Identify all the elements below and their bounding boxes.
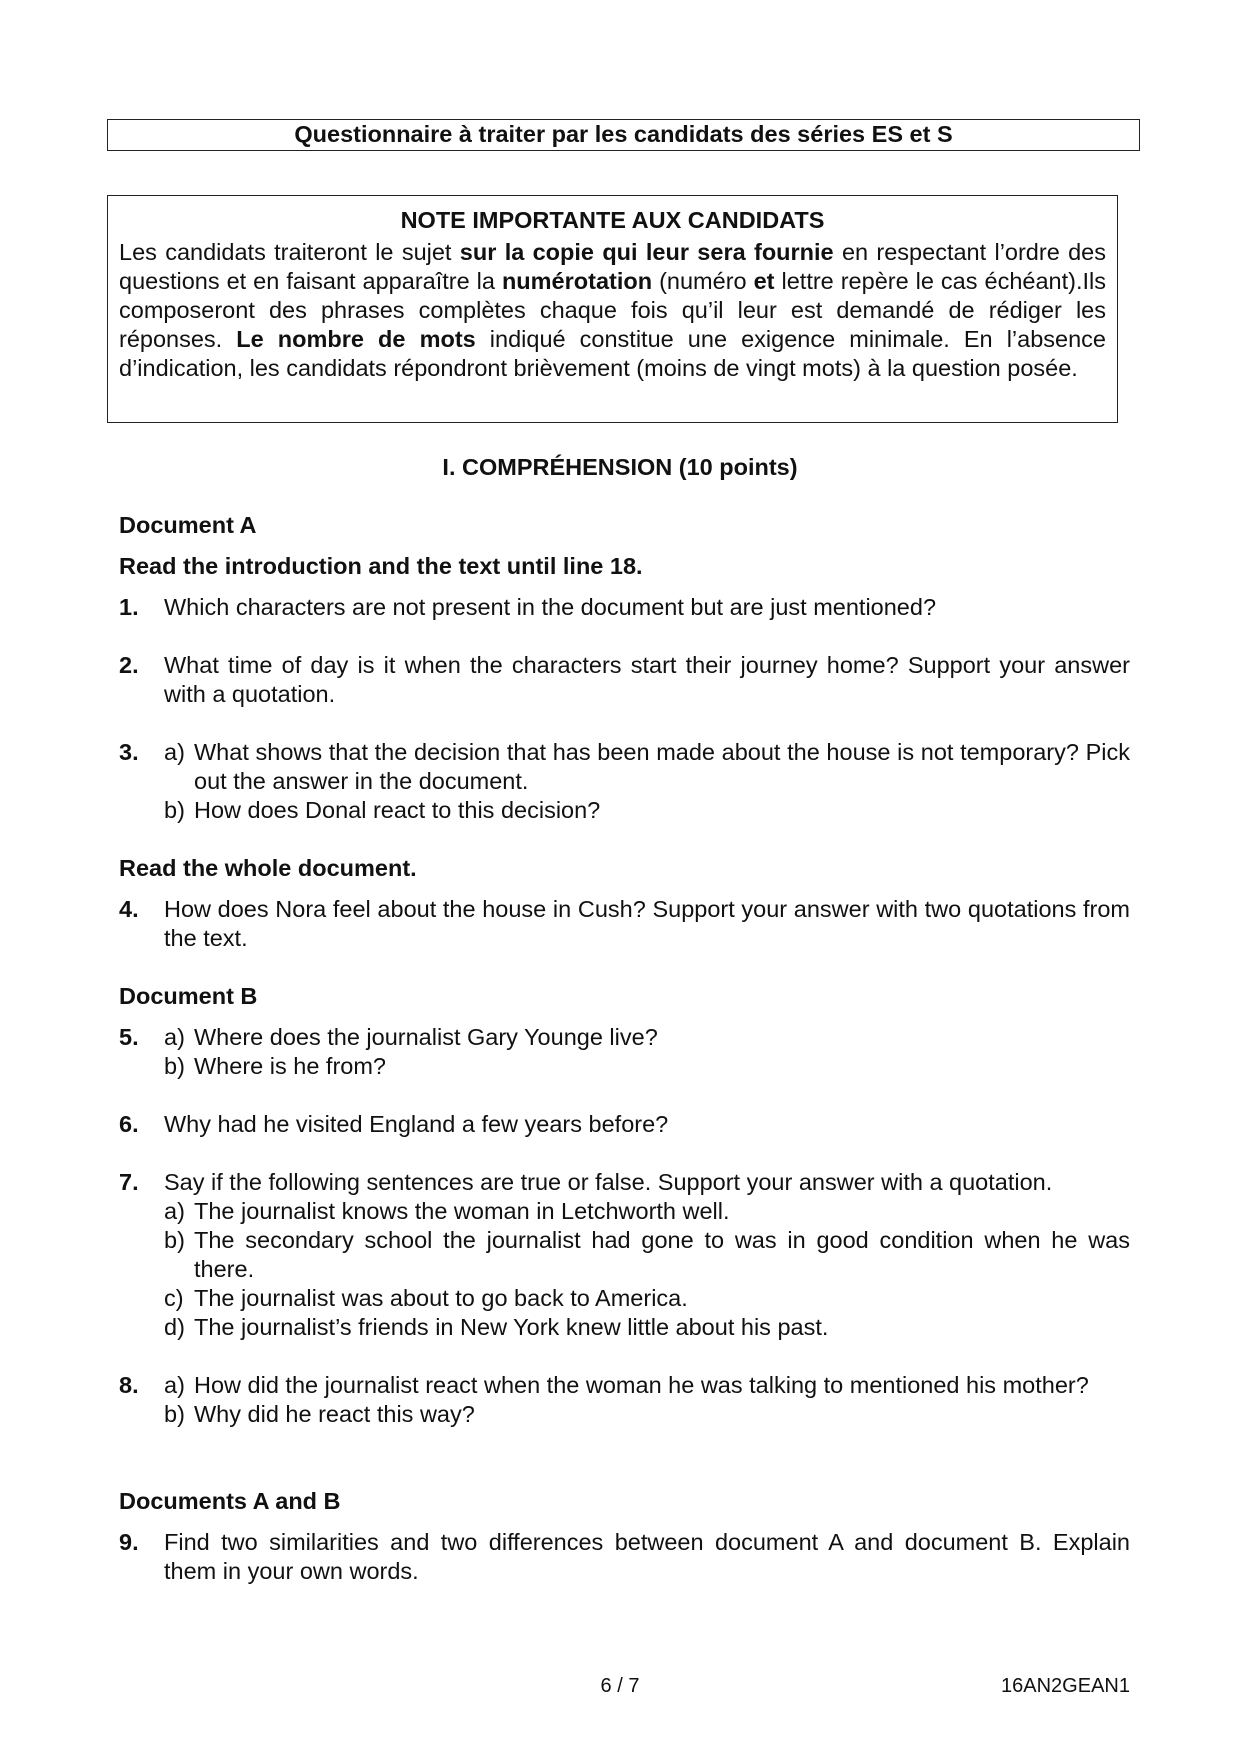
question-1	[119, 593, 1130, 622]
subquestion-text: How did the journalist react when the woman he was talking to mentioned his mother?	[194, 1372, 1089, 1398]
note-text: Les candidats traiteront le sujet	[119, 239, 460, 265]
question-2	[119, 651, 1130, 709]
question-7	[119, 1168, 1130, 1342]
questionnaire-title: Questionnaire à traiter par les candidats des séries ES et S	[294, 121, 953, 147]
subquestion-b	[164, 796, 1130, 825]
question-text: Why had he visited England a few years before?	[164, 1111, 669, 1137]
question-text: What time of day is it when the characters start their journey home? Support your answer with a quotation.	[164, 652, 1130, 707]
note-bold: et	[753, 268, 775, 294]
question-number: 1.	[119, 594, 139, 620]
note-bold: sur la copie qui leur sera fournie	[459, 239, 834, 265]
subquestion-text: How does Donal react to this decision?	[194, 797, 601, 823]
note-bold: Le nombre de mots	[236, 326, 476, 352]
subquestion-b	[164, 1226, 1130, 1284]
subquestion-label: a)	[164, 1372, 185, 1398]
question-number: 5.	[119, 1024, 139, 1050]
subquestion-label: c)	[164, 1285, 184, 1311]
subquestion-text: Where is he from?	[194, 1053, 386, 1079]
subquestion-a	[164, 1371, 1130, 1400]
question-9	[119, 1528, 1130, 1586]
note-body	[119, 238, 1106, 383]
question-8	[119, 1371, 1130, 1429]
subquestion-text: The journalist was about to go back to America.	[194, 1285, 688, 1311]
subquestion-text: The journalist knows the woman in Letchworth well.	[194, 1198, 730, 1224]
question-subparts	[164, 738, 1130, 825]
subquestion-label: a)	[164, 1198, 185, 1224]
note-text: en respectant l’ordre des questions et en faisant apparaître la	[119, 239, 1106, 294]
subquestion-label: b)	[164, 1053, 185, 1079]
question-number: 9.	[119, 1529, 139, 1555]
question-5	[119, 1023, 1130, 1081]
question-3	[119, 738, 1130, 825]
heading-read-intro: Read the introduction and the text until line 18.	[119, 553, 643, 579]
question-text: Find two similarities and two differences between document A and document B. Explain them in your own words.	[164, 1529, 1130, 1584]
subquestion-b	[164, 1400, 1130, 1429]
question-number: 6.	[119, 1111, 139, 1137]
question-6	[119, 1110, 1130, 1139]
subquestion-text: Where does the journalist Gary Younge live?	[194, 1024, 658, 1050]
question-number: 2.	[119, 652, 139, 678]
subquestion-b	[164, 1052, 1130, 1081]
subquestion-text: The journalist’s friends in New York knew little about his past.	[194, 1314, 829, 1340]
subquestion-text: The secondary school the journalist had gone to was in good condition when he was there.	[194, 1227, 1130, 1282]
note-title: NOTE IMPORTANTE AUX CANDIDATS	[400, 207, 825, 233]
question-4	[119, 895, 1130, 953]
heading-documents-a-and-b: Documents A and B	[119, 1488, 341, 1514]
note-bold: numérotation	[501, 268, 653, 294]
subquestion-a	[164, 1023, 1130, 1052]
subquestion-label: b)	[164, 1227, 185, 1253]
question-number: 3.	[119, 739, 139, 765]
subquestion-label: b)	[164, 1401, 185, 1427]
subquestion-d	[164, 1313, 1130, 1342]
question-text: How does Nora feel about the house in Cush? Support your answer with two quotations from the text.	[164, 896, 1130, 951]
subquestion-text: Why did he react this way?	[194, 1401, 475, 1427]
document-code: 16AN2GEAN1	[1001, 1675, 1130, 1697]
question-text: Say if the following sentences are true or false. Support your answer with a quotation.	[164, 1169, 1053, 1195]
question-number: 7.	[119, 1169, 139, 1195]
subquestion-text: What shows that the decision that has been made about the house is not temporary? Pick out the answer in the document.	[194, 739, 1130, 794]
note-text: indiqué constitue une exigence minimale. En l’absence d’indication, les candidats répondront brièvement (moins de vingt mots) à la question posée.	[119, 326, 1107, 381]
important-note-box	[107, 195, 1118, 423]
note-text: (numéro	[652, 268, 754, 294]
heading-document-a: Document A	[119, 512, 257, 538]
section-title: I. COMPRÉHENSION (10 points)	[442, 454, 798, 480]
question-number: 4.	[119, 896, 139, 922]
question-text: Which characters are not present in the document but are just mentioned?	[164, 594, 937, 620]
questionnaire-header	[107, 119, 1140, 151]
heading-document-b: Document B	[119, 983, 258, 1009]
note-text: lettre repère le cas échéant).Ils composeront des phrases complètes chaque fois qu’il leur est demandé de rédiger les réponses.	[119, 268, 1106, 352]
question-subparts	[164, 1168, 1130, 1342]
subquestion-a	[164, 738, 1130, 796]
heading-read-whole: Read the whole document.	[119, 855, 417, 881]
subquestion-a	[164, 1197, 1130, 1226]
subquestion-label: b)	[164, 797, 185, 823]
page-number: 6 / 7	[600, 1675, 640, 1697]
subquestion-label: d)	[164, 1314, 185, 1340]
question-subparts	[164, 1371, 1130, 1429]
question-subparts	[164, 1023, 1130, 1081]
question-number: 8.	[119, 1372, 139, 1398]
subquestion-label: a)	[164, 739, 185, 765]
subquestion-c	[164, 1284, 1130, 1313]
subquestion-label: a)	[164, 1024, 185, 1050]
